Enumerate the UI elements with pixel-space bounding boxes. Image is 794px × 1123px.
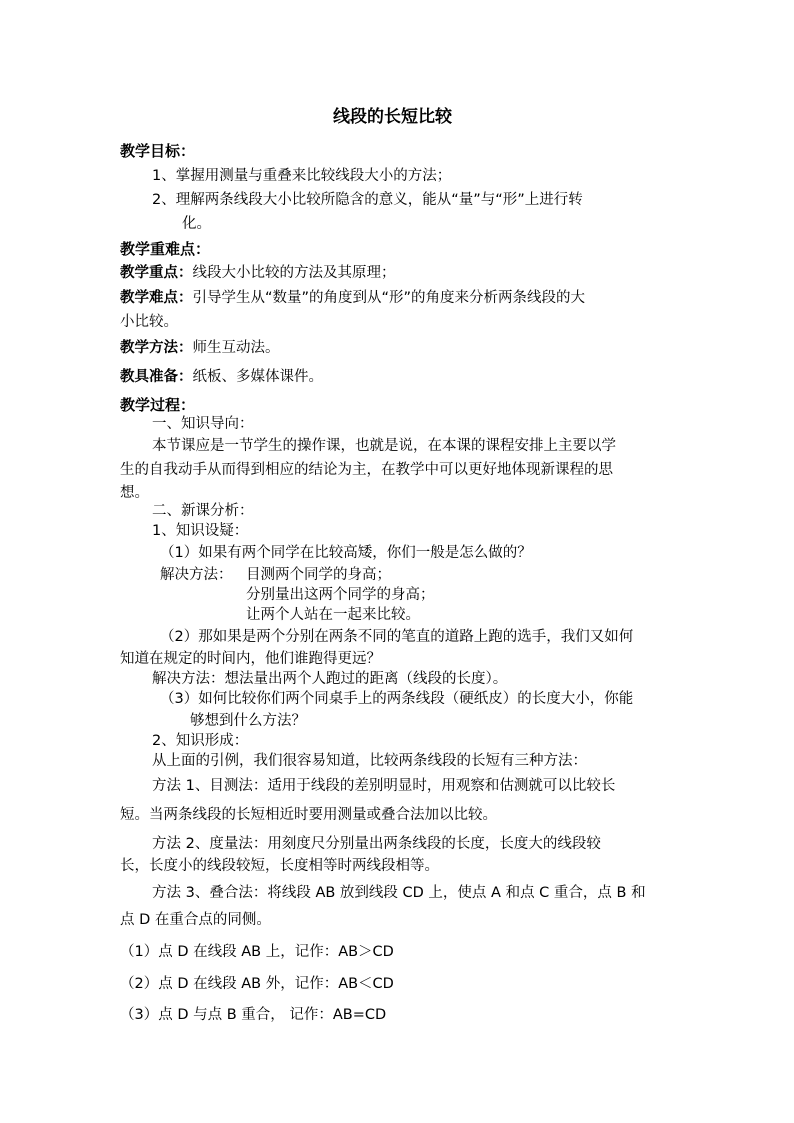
formation-intro: 从上面的引例，我们很容易知道，比较两条线段的长短有三种方法：: [152, 753, 587, 769]
method-line: [120, 339, 280, 357]
question-1: （1）如果有两个同学在比较高矮，你们一般是怎么做的？: [160, 545, 532, 561]
case-2: （2）点 D 在线段 AB 外，记作：AB＜CD: [120, 976, 394, 992]
new-lesson-heading: 二、新课分析：: [152, 503, 254, 519]
tools-line: [120, 368, 323, 386]
intro-paragraph-line-1: 本节课应是一节学生的操作课，也就是说，在本课的课程安排上主要以学: [152, 438, 616, 454]
setup-heading: 1、知识设疑：: [152, 523, 249, 539]
difficulty-line: [120, 289, 585, 307]
tools-label: 教具准备：: [120, 369, 193, 385]
method-1: 方法 1、目测法：适用于线段的差别明显时，用观察和估测就可以比较长: [152, 778, 616, 794]
objective-item-2-cont: 化。: [182, 216, 211, 232]
method-2: 方法 2、度量法：用刻度尺分别量出两条线段的长度，长度大的线段较: [152, 836, 601, 852]
q1-solution-1: 目测两个同学的身高；: [246, 567, 391, 583]
case-1: （1）点 D 在线段 AB 上，记作：AB＞CD: [120, 944, 394, 960]
method-2-cont: 长，长度小的线段较短，长度相等时两线段相等。: [120, 858, 439, 874]
process-heading: 教学过程：: [120, 396, 196, 414]
focus-line: [120, 264, 396, 282]
intro-heading: 一、知识导向：: [152, 416, 254, 432]
question-3-cont: 够想到什么方法？: [190, 713, 306, 729]
formation-heading: 2、知识形成：: [152, 733, 249, 749]
key-points-heading: 教学重难点：: [120, 240, 211, 258]
difficulty-label: 教学难点：: [120, 290, 193, 306]
q1-solution-label: 解决方法：: [160, 567, 233, 583]
question-2: （2）那如果是两个分别在两条不同的笔直的道路上跑的选手，我们又如何: [160, 629, 634, 645]
tools-text: 纸板、多媒体课件。: [192, 369, 323, 385]
case-3: （3）点 D 与点 B 重合， 记作：AB=CD: [120, 1007, 387, 1023]
method-3: 方法 3、叠合法：将线段 AB 放到线段 CD 上，使点 A 和点 C 重合，点 B 和: [152, 885, 646, 901]
focus-label: 教学重点：: [120, 265, 193, 281]
focus-text: 线段大小比较的方法及其原理；: [192, 265, 396, 281]
objective-item-2: 2、理解两条线段大小比较所隐含的意义，能从“量”与“形”上进行转: [152, 192, 583, 208]
method-3-cont: 点 D 在重合点的同侧。: [120, 912, 271, 928]
objectives-heading: 教学目标：: [120, 142, 196, 160]
question-3: （3）如何比较你们两个同桌手上的两条线段（硬纸皮）的长度大小，你能: [160, 691, 634, 707]
q1-solution-2: 分别量出这两个同学的身高；: [246, 587, 435, 603]
intro-paragraph-line-3: 想。: [120, 485, 149, 501]
q2-solution: 解决方法：想法量出两个人跑过的距离（线段的长度）。: [152, 671, 508, 687]
method-1-cont: 短。当两条线段的长短相近时要用测量或叠合法加以比较。: [120, 807, 497, 823]
question-2-cont: 知道在规定的时间内，他们谁跑得更远？: [120, 651, 381, 667]
objective-item-1: 1、掌握用测量与重叠来比较线段大小的方法；: [152, 168, 452, 184]
page-title: 线段的长短比较: [333, 107, 452, 127]
intro-paragraph-line-2: 生的自我动手从而得到相应的结论为主，在教学中可以更好地体现新课程的思: [120, 462, 613, 478]
difficulty-text-cont: 小比较。: [120, 314, 178, 330]
difficulty-text: 引导学生从“数量”的角度到从“形”的角度来分析两条线段的大: [192, 290, 586, 306]
method-label: 教学方法：: [120, 340, 193, 356]
q1-solution-3: 让两个人站在一起来比较。: [246, 607, 420, 623]
method-text: 师生互动法。: [192, 340, 280, 356]
